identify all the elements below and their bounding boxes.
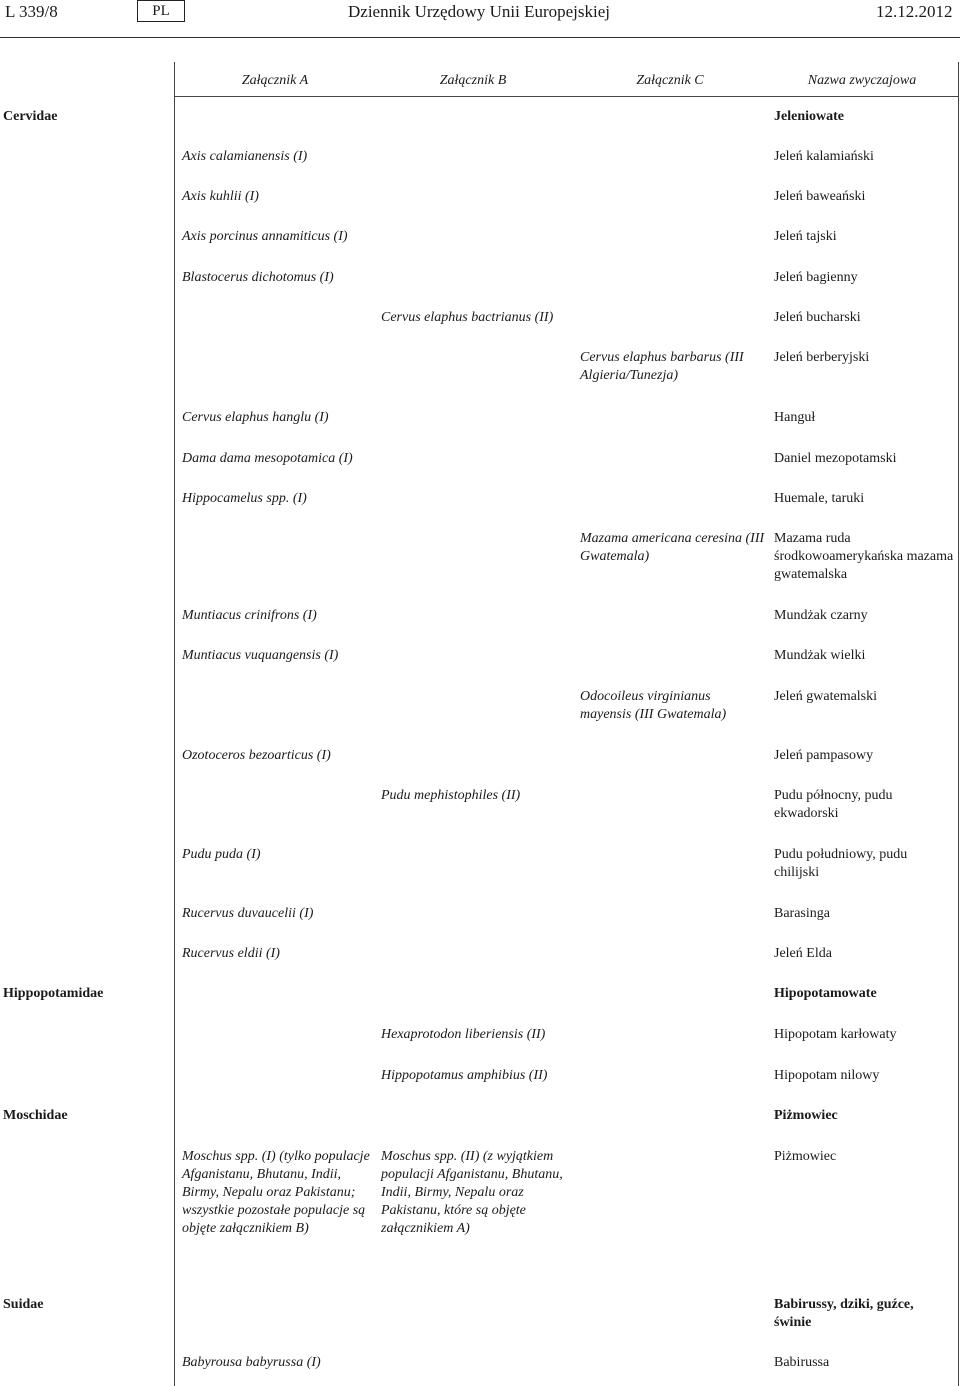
journal-title: Dziennik Urzędowy Unii Europejskiej xyxy=(348,2,611,21)
annex-a-cell: Axis calamianensis (I) xyxy=(182,149,308,164)
family-cell: Hippopotamidae xyxy=(3,986,104,1001)
common-name-cell: Pudu południowy, pudu chilijski xyxy=(774,847,908,880)
header-rule xyxy=(0,37,960,38)
common-name-cell: Hanguł xyxy=(774,410,816,425)
common-name-cell: Piżmowiec xyxy=(774,1108,838,1123)
common-name-cell: Hipopotamowate xyxy=(774,986,877,1001)
common-name-cell: Jeleń pampasowy xyxy=(774,748,874,763)
annex-a-cell: Rucervus duvaucelii (I) xyxy=(182,906,314,921)
column-header-common-name: Nazwa zwyczajowa xyxy=(807,73,917,88)
common-name-cell: Jeleń bagienny xyxy=(774,270,858,285)
column-header-annex-b: Załącznik B xyxy=(439,73,507,88)
common-name-cell: Huemale, taruki xyxy=(774,491,865,506)
annex-b-cell: Hexaprotodon liberiensis (II) xyxy=(381,1027,546,1042)
page-reference: L 339/8 xyxy=(5,2,58,21)
common-name-cell: Jeleń gwatemalski xyxy=(774,689,878,704)
common-name-cell: Piżmowiec xyxy=(774,1149,837,1164)
annex-b-cell: Hippopotamus amphibius (II) xyxy=(381,1068,548,1083)
family-cell: Moschidae xyxy=(3,1108,68,1123)
family-cell: Suidae xyxy=(3,1297,44,1312)
common-name-cell: Babirussa xyxy=(774,1355,830,1370)
annex-b-cell: Moschus spp. (II) (z wyjątkiem populacji Afganistanu, Bhutanu, Indii, Birmy, Nepalu oraz Pakistanu, które są objęte załącznikiem A) xyxy=(381,1149,563,1236)
annex-c-cell: Cervus elaphus barbarus (III Algieria/Tunezja) xyxy=(580,350,744,383)
annex-b-cell: Pudu mephistophiles (II) xyxy=(381,788,521,803)
common-name-cell: Mundżak czarny xyxy=(774,608,868,623)
annex-a-cell: Cervus elaphus hanglu (I) xyxy=(182,410,329,425)
column-divider xyxy=(174,62,175,1386)
annex-a-cell: Babyrousa babyrussa (I) xyxy=(182,1355,321,1370)
common-name-cell: Hipopotam nilowy xyxy=(774,1068,880,1083)
column-header-annex-c: Załącznik C xyxy=(636,73,704,88)
language-box: PL xyxy=(137,0,185,22)
common-name-cell: Jeleniowate xyxy=(774,109,844,124)
annex-a-cell: Muntiacus vuquangensis (I) xyxy=(182,648,339,663)
annex-a-cell: Axis porcinus annamiticus (I) xyxy=(182,229,348,244)
common-name-cell: Babirussy, dziki, guźce, świnie xyxy=(774,1297,914,1330)
common-name-cell: Jeleń berberyjski xyxy=(774,350,870,365)
common-name-cell: Jeleń kalamiański xyxy=(774,149,874,164)
common-name-cell: Barasinga xyxy=(774,906,830,921)
common-name-cell: Daniel mezopotamski xyxy=(774,451,897,466)
annex-a-cell: Dama dama mesopotamica (I) xyxy=(182,451,353,466)
common-name-cell: Mazama ruda środkowoamerykańska mazama gwatemalska xyxy=(774,531,954,582)
common-name-cell: Hipopotam karłowaty xyxy=(774,1027,897,1042)
annex-a-cell: Ozotoceros bezoarticus (I) xyxy=(182,748,331,763)
common-name-cell: Jeleń Elda xyxy=(774,946,832,961)
common-name-cell: Mundżak wielki xyxy=(774,648,866,663)
annex-a-cell: Blastocerus dichotomus (I) xyxy=(182,270,334,285)
publication-date: 12.12.2012 xyxy=(876,2,953,21)
column-header-annex-a: Załącznik A xyxy=(241,73,309,88)
species-table xyxy=(0,62,960,1386)
table-right-border xyxy=(958,62,959,1386)
annex-a-cell: Axis kuhlii (I) xyxy=(182,189,259,204)
annex-a-cell: Moschus spp. (I) (tylko populacje Afganistanu, Bhutanu, Indii, Birmy, Nepalu oraz Pakistanu; wszystkie pozostałe populacje są objęte załącznikiem B) xyxy=(182,1149,370,1236)
annex-a-cell: Muntiacus crinifrons (I) xyxy=(182,608,317,623)
annex-c-cell: Mazama americana ceresina (III Gwatemala) xyxy=(580,531,765,564)
annex-b-cell: Cervus elaphus bactrianus (II) xyxy=(381,310,554,325)
common-name-cell: Jeleń tajski xyxy=(774,229,837,244)
common-name-cell: Jeleń bucharski xyxy=(774,310,861,325)
annex-a-cell: Rucervus eldii (I) xyxy=(182,946,280,961)
common-name-cell: Pudu północny, pudu ekwadorski xyxy=(774,788,893,821)
page-header xyxy=(0,0,960,40)
annex-a-cell: Hippocamelus spp. (I) xyxy=(182,491,307,506)
annex-c-cell: Odocoileus virginianus mayensis (III Gwatemala) xyxy=(580,689,727,722)
annex-a-cell: Pudu puda (I) xyxy=(182,847,261,862)
common-name-cell: Jeleń baweański xyxy=(774,189,866,204)
column-header-rule xyxy=(174,96,958,97)
family-cell: Cervidae xyxy=(3,109,58,124)
